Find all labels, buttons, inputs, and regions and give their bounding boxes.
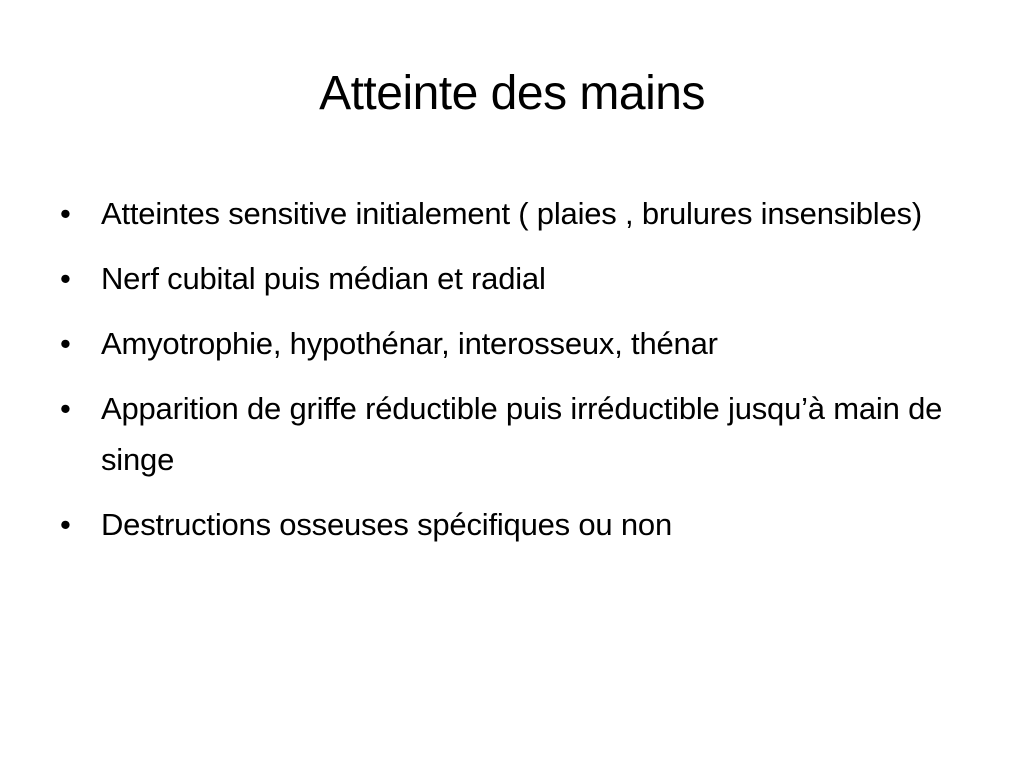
bullet-icon: • bbox=[60, 326, 71, 361]
list-item bbox=[60, 499, 980, 550]
bullet-text: Amyotrophie, hypothénar, interosseux, thénar bbox=[101, 326, 718, 361]
list-item bbox=[60, 188, 980, 239]
list-item bbox=[60, 383, 980, 485]
bullet-list bbox=[60, 188, 980, 564]
bullet-icon: • bbox=[60, 261, 71, 296]
bullet-icon: • bbox=[60, 507, 71, 542]
bullet-icon: • bbox=[60, 196, 71, 231]
bullet-text: Destructions osseuses spécifiques ou non bbox=[101, 507, 672, 542]
bullet-text: Nerf cubital puis médian et radial bbox=[101, 261, 546, 296]
bullet-text: Atteintes sensitive initialement ( plaies , brulures insensibles) bbox=[101, 196, 922, 231]
bullet-text: Apparition de griffe réductible puis irréductible jusqu’à main de singe bbox=[101, 391, 943, 477]
slide-title: Atteinte des mains bbox=[319, 67, 705, 120]
list-item bbox=[60, 253, 980, 304]
list-item bbox=[60, 318, 980, 369]
bullet-icon: • bbox=[60, 391, 71, 426]
